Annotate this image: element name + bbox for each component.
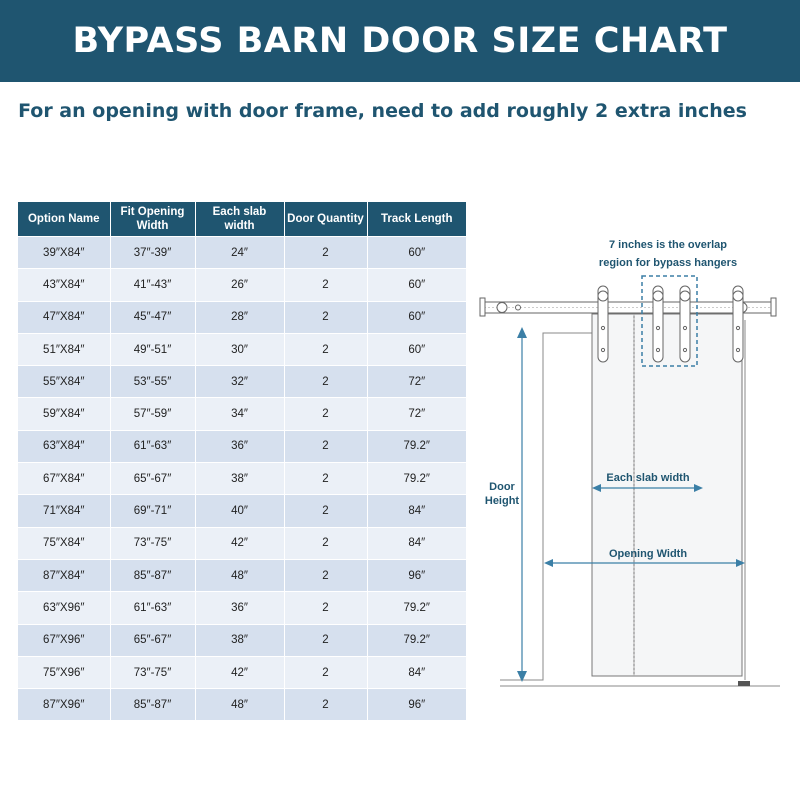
cell-fit-opening-width: 73″-75″ — [110, 656, 195, 688]
cell-track-length: 96″ — [367, 559, 466, 591]
cell-door-quantity: 2 — [284, 430, 367, 462]
cell-option-name: 67″X84″ — [18, 463, 110, 495]
cell-fit-opening-width: 61″-63″ — [110, 592, 195, 624]
cell-track-length: 60″ — [367, 237, 466, 269]
cell-each-slab-width: 38″ — [195, 463, 284, 495]
cell-option-name: 75″X96″ — [18, 656, 110, 688]
cell-each-slab-width: 36″ — [195, 430, 284, 462]
cell-fit-opening-width: 45″-47″ — [110, 301, 195, 333]
column-header-door-quantity: Door Quantity — [284, 202, 367, 237]
cell-option-name: 51″X84″ — [18, 333, 110, 365]
cell-each-slab-width: 28″ — [195, 301, 284, 333]
table-row — [18, 430, 466, 462]
cell-track-length: 72″ — [367, 398, 466, 430]
cell-each-slab-width: 48″ — [195, 689, 284, 721]
table-row — [18, 463, 466, 495]
front-door-slab — [634, 314, 742, 676]
table-header-row — [18, 202, 466, 237]
cell-fit-opening-width: 65″-67″ — [110, 463, 195, 495]
column-header-option-name: Option Name — [18, 202, 110, 237]
cell-track-length: 60″ — [367, 301, 466, 333]
cell-fit-opening-width: 37″-39″ — [110, 237, 195, 269]
cell-door-quantity: 2 — [284, 559, 367, 591]
cell-option-name: 43″X84″ — [18, 269, 110, 301]
cell-option-name: 55″X84″ — [18, 366, 110, 398]
cell-door-quantity: 2 — [284, 269, 367, 301]
cell-door-quantity: 2 — [284, 592, 367, 624]
size-chart-table — [18, 202, 466, 720]
cell-fit-opening-width: 85″-87″ — [110, 559, 195, 591]
cell-option-name: 59″X84″ — [18, 398, 110, 430]
table-row — [18, 269, 466, 301]
cell-option-name: 63″X96″ — [18, 592, 110, 624]
cell-fit-opening-width: 69″-71″ — [110, 495, 195, 527]
cell-each-slab-width: 42″ — [195, 527, 284, 559]
cell-track-length: 84″ — [367, 527, 466, 559]
cell-each-slab-width: 40″ — [195, 495, 284, 527]
cell-track-length: 96″ — [367, 689, 466, 721]
cell-fit-opening-width: 85″-87″ — [110, 689, 195, 721]
cell-door-quantity: 2 — [284, 624, 367, 656]
cell-each-slab-width: 26″ — [195, 269, 284, 301]
cell-each-slab-width: 48″ — [195, 559, 284, 591]
cell-each-slab-width: 42″ — [195, 656, 284, 688]
table-row — [18, 398, 466, 430]
cell-track-length: 79.2″ — [367, 463, 466, 495]
overlap-note-line1: 7 inches is the overlap — [609, 239, 727, 251]
cell-fit-opening-width: 57″-59″ — [110, 398, 195, 430]
table-row — [18, 527, 466, 559]
column-header-fit-opening-width: Fit Opening Width — [110, 202, 195, 237]
opening-width-label: Opening Width — [608, 548, 688, 560]
table-row — [18, 301, 466, 333]
cell-door-quantity: 2 — [284, 463, 367, 495]
door-height-label-line2: Height — [484, 495, 520, 507]
cell-fit-opening-width: 53″-55″ — [110, 366, 195, 398]
table-row — [18, 333, 466, 365]
cell-fit-opening-width: 65″-67″ — [110, 624, 195, 656]
cell-door-quantity: 2 — [284, 366, 367, 398]
table-row — [18, 689, 466, 721]
cell-track-length: 79.2″ — [367, 592, 466, 624]
table-row — [18, 559, 466, 591]
cell-fit-opening-width: 49″-51″ — [110, 333, 195, 365]
cell-door-quantity: 2 — [284, 237, 367, 269]
cell-option-name: 87″X96″ — [18, 689, 110, 721]
table-row — [18, 237, 466, 269]
cell-option-name: 63″X84″ — [18, 430, 110, 462]
bypass-door-diagram — [470, 230, 786, 695]
column-header-track-length: Track Length — [367, 202, 466, 237]
cell-option-name: 75″X84″ — [18, 527, 110, 559]
cell-track-length: 79.2″ — [367, 624, 466, 656]
cell-track-length: 72″ — [367, 366, 466, 398]
cell-door-quantity: 2 — [284, 398, 367, 430]
cell-fit-opening-width: 73″-75″ — [110, 527, 195, 559]
cell-option-name: 47″X84″ — [18, 301, 110, 333]
cell-door-quantity: 2 — [284, 527, 367, 559]
table-row — [18, 592, 466, 624]
cell-door-quantity: 2 — [284, 656, 367, 688]
table-row — [18, 624, 466, 656]
overlap-note-line2: region for bypass hangers — [598, 257, 738, 269]
column-header-each-slab-width: Each slab width — [195, 202, 284, 237]
cell-door-quantity: 2 — [284, 333, 367, 365]
cell-each-slab-width: 36″ — [195, 592, 284, 624]
cell-door-quantity: 2 — [284, 689, 367, 721]
cell-option-name: 71″X84″ — [18, 495, 110, 527]
cell-track-length: 79.2″ — [367, 430, 466, 462]
cell-track-length: 60″ — [367, 333, 466, 365]
table-row — [18, 366, 466, 398]
cell-each-slab-width: 32″ — [195, 366, 284, 398]
cell-each-slab-width: 24″ — [195, 237, 284, 269]
cell-option-name: 87″X84″ — [18, 559, 110, 591]
cell-track-length: 84″ — [367, 495, 466, 527]
cell-option-name: 39″X84″ — [18, 237, 110, 269]
cell-option-name: 67″X96″ — [18, 624, 110, 656]
cell-each-slab-width: 38″ — [195, 624, 284, 656]
table-row — [18, 656, 466, 688]
table-body — [18, 237, 466, 721]
page-subtitle: For an opening with door frame, need to add roughly 2 extra inches — [18, 100, 747, 122]
cell-track-length: 60″ — [367, 269, 466, 301]
cell-fit-opening-width: 61″-63″ — [110, 430, 195, 462]
title-banner — [0, 0, 800, 82]
table-row — [18, 495, 466, 527]
cell-door-quantity: 2 — [284, 301, 367, 333]
slab-width-label: Each slab width — [606, 472, 690, 484]
door-height-label-line1: Door — [489, 481, 515, 493]
cell-each-slab-width: 30″ — [195, 333, 284, 365]
page-title: BYPASS BARN DOOR SIZE CHART — [72, 21, 728, 61]
door-slabs — [592, 314, 742, 676]
cell-door-quantity: 2 — [284, 495, 367, 527]
cell-fit-opening-width: 41″-43″ — [110, 269, 195, 301]
cell-each-slab-width: 34″ — [195, 398, 284, 430]
cell-track-length: 84″ — [367, 656, 466, 688]
